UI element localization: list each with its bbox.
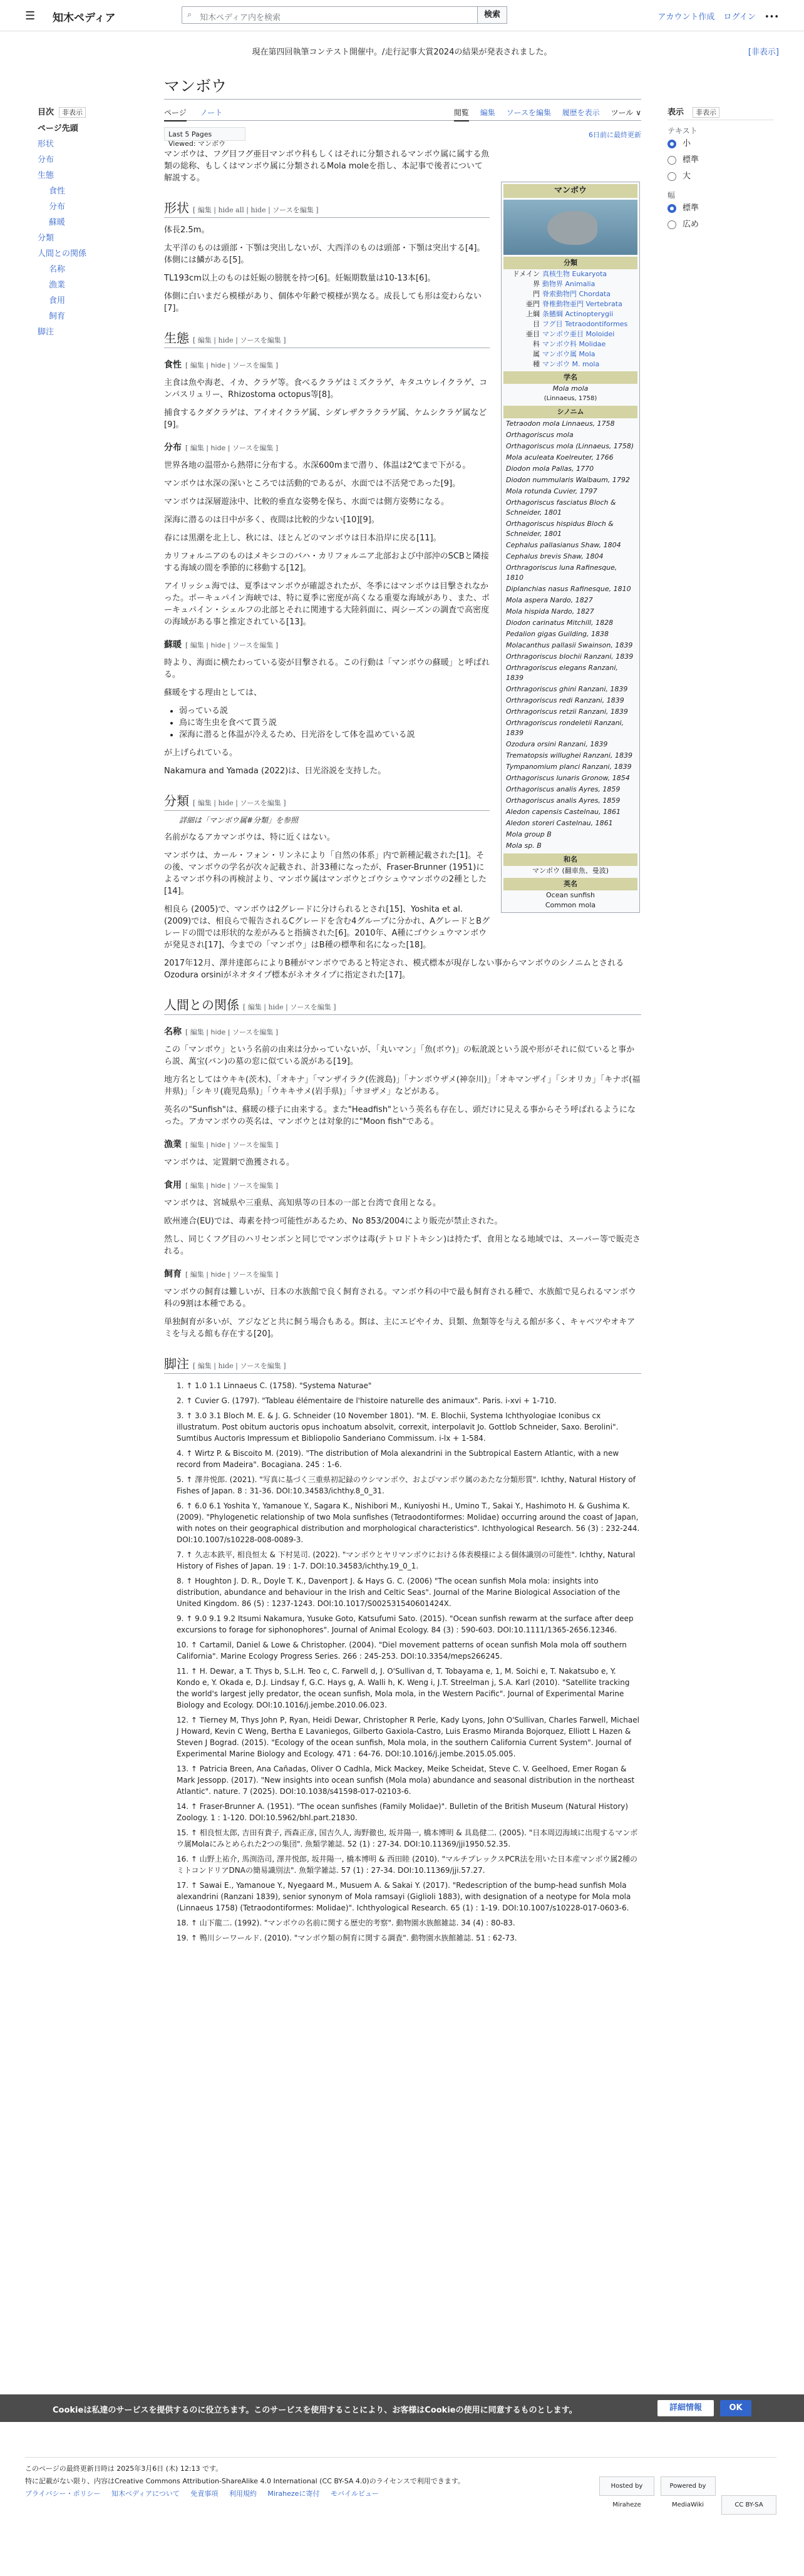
- reference-item: 3. ↑ 3.0 3.1 Bloch M. E. & J. G. Schneider (10 November 1801). "M. E. Blochii, Systema Ichthyologiae Iconibus cx illustratum. Post obitum auctoris opus inchoatum absolvit, correxit, interpolavit Jo. Gottlob Schneider, Saxo. Berolini". Sumtibus Auctoris Impressum et Bibliopolio Sanderiano Commissum. i-lx + 1-584.: [177, 1411, 619, 1443]
- taxobox-image[interactable]: [503, 200, 637, 255]
- paragraph: 捕食するクダクラゲは、アイオイクラゲ属、シダレザクラクラゲ属、ケムシクラゲ属など[9]。: [164, 408, 487, 430]
- synonym-item: Mola hispida Nardo, 1827: [506, 607, 594, 616]
- footer-link[interactable]: プライバシー・ポリシー: [25, 2490, 101, 2498]
- site-notice: [0, 45, 804, 57]
- tab-edit[interactable]: 編集: [480, 108, 495, 117]
- text-size-option[interactable]: [667, 168, 774, 185]
- section-shape-heading: [164, 198, 490, 218]
- heading-text: 生態: [164, 331, 189, 346]
- radio-icon: [667, 140, 676, 148]
- appearance-header: [667, 105, 774, 120]
- intro-paragraph: マンボウは、フグ目フグ亜目マンボウ科もしくはそれに分類されるマンボウ属に属する魚類の総称、もしくはマンボウ属に分類されるMola moleを指し、本記事で後者について解説する。: [164, 150, 490, 183]
- mediawiki-badge[interactable]: Powered by MediaWiki: [661, 2476, 716, 2496]
- taxobox-rank: 種: [533, 360, 540, 368]
- synonym-item: Tympanomium planci Ranzani, 1839: [506, 763, 632, 771]
- width-label: 幅: [667, 191, 676, 200]
- footer-link[interactable]: 知木ペディアについて: [111, 2490, 180, 2498]
- taxobox-taxon[interactable]: 脊椎動物亜門 Vertebrata: [542, 300, 622, 308]
- last-views-bar: [164, 127, 641, 148]
- heading-text: 分布: [164, 443, 182, 453]
- synonym-item: Tetraodon mola Linnaeus, 1758: [506, 420, 615, 428]
- toc-item[interactable]: 形状: [38, 140, 54, 149]
- taxobox-rank: 科: [533, 340, 540, 348]
- tab-read[interactable]: 閲覧: [454, 108, 469, 121]
- synonym-item: Orthragoriscus redi Ranzani, 1839: [506, 696, 624, 704]
- paragraph: 地方名としてはウキキ(茨木)、「オキナ」「マンザイラク(佐渡島)」「ナンボウザメ(神奈川)」「オキマンザイ」「シオリカ」「キナボ(福井県)」「シキリ(鹿児島県)」「ウキキサメ(岩手県)」「サヨザメ」などがある。: [164, 1075, 641, 1096]
- reference-item: 11. ↑ H. Dewar, a T. Thys b, S.L.H. Teo c, C. Farwell d, J. O'Sullivan d, T. Tobayama e, 1, M. Soichi e, T. Nakatsubo e, Y. Kondo e, Y. Okada e, D.J. Lindsay f, G.C. Hays g, A. Walli h, K. Weng i, J.T. Streelman j, S.A. Karl (2010). "Satellite tracking the world's largest jelly predator, the ocean sunfish, Mola mola, in the Western Pacific". Journal of Experimental Marine Biology and Ecology. DOI:10.1016/j.jembe.2010.06.023.: [177, 1667, 630, 1709]
- toc-items: [38, 121, 125, 340]
- heading-text: 脚注: [164, 1356, 189, 1371]
- taxobox-row: [503, 309, 637, 319]
- toc-title: 目次: [38, 108, 54, 117]
- toc-item[interactable]: 漁業: [49, 281, 66, 290]
- footer-link[interactable]: Mirahezeに寄付: [267, 2490, 320, 2498]
- synonym-item: Diodon mola Pallas, 1770: [506, 465, 594, 473]
- cookie-more-button[interactable]: 詳細情報: [657, 2400, 714, 2416]
- synonym-item: Aledon storeri Castelnau, 1861: [506, 819, 613, 827]
- appearance-panel: [667, 105, 774, 233]
- taxobox-row: [503, 359, 637, 369]
- reference-item: 1. ↑ 1.0 1.1 Linnaeus C. (1758). "Systema Naturae": [177, 1381, 372, 1390]
- section-edit-links[interactable]: [ 編集 | hide | ソースを編集 ]: [193, 336, 286, 344]
- paragraph: 然し、同じくフグ目のハリセンボンと同じでマンボウは毒(テトロドトキシン)は持たず、食用となる地域では、スーパー等で販売される。: [164, 1235, 641, 1256]
- footer-license: 特に記載がない限り、内容はCreative Commons Attribution-ShareAlike 4.0 International (CC BY-SA 4.0)のライセンスで利用できます。: [25, 2477, 465, 2485]
- heading-text: 形状: [164, 200, 189, 215]
- tab-article[interactable]: ページ: [164, 108, 187, 121]
- taxobox-taxon[interactable]: マンボウ科 Molidae: [542, 340, 606, 348]
- references-list: [164, 1380, 641, 1944]
- tab-talk[interactable]: ノート: [200, 108, 223, 117]
- taxobox-classification: [503, 269, 637, 369]
- more-icon[interactable]: •••: [764, 13, 779, 22]
- synonym-item: Diodon carinatus Mitchill, 1828: [506, 619, 614, 627]
- toc-item[interactable]: 人間との関係: [38, 249, 87, 259]
- reference-item: 4. ↑ Wirtz P. & Biscoito M. (2019). "The distribution of Mola alexandrini in the Subtropical Eastern Atlantic, with a new record from Madeira". Bocagiana. 245 : 1-6.: [177, 1449, 619, 1469]
- footer-badges: [595, 2476, 776, 2515]
- taxobox-row: [503, 329, 637, 339]
- taxobox-class-header: 分類: [503, 257, 637, 269]
- list-item: • 弱っている説: [179, 705, 490, 717]
- japanese-name: マンボウ (翻車魚、曼波): [532, 867, 609, 875]
- taxobox-row: [503, 289, 637, 299]
- synonym-item: Mola aculeata Koelreuter, 1766: [506, 453, 614, 461]
- heading-text: 飼育: [164, 1269, 182, 1279]
- page-title: マンボウ: [164, 74, 641, 100]
- paragraph: カリフォルニアのものはメキシコのバハ・カリフォルニア北部および中部沖のSCBと隣接する海域の間を季節的に移動する[12]。: [164, 552, 489, 573]
- toc-item[interactable]: 名称: [49, 265, 66, 274]
- taxobox-taxon[interactable]: 動物界 Animalia: [542, 280, 595, 288]
- heading-text: 食用: [164, 1180, 182, 1190]
- english-name: Ocean sunfish: [546, 891, 595, 899]
- taxobox-rank: 亜門: [526, 300, 540, 308]
- paragraph: Nakamura and Yamada (2022)は、日光浴説を支持した。: [164, 766, 386, 776]
- section-edit-links[interactable]: [ 編集 | hide | ソースを編集 ]: [185, 1028, 279, 1036]
- radio-icon: [667, 172, 676, 181]
- taxobox-rank: 門: [533, 290, 540, 298]
- synonym-item: Orthragoriscus rondeletii Ranzani, 1839: [506, 719, 624, 737]
- user-links: [651, 10, 779, 22]
- paragraph: マンボウは水深の深いところでは活動的であるが、水面では不活発であった[9]。: [164, 479, 461, 488]
- paragraph: マンボウは、カール・フォン・リンネにより「自然の体系」内で新種記載された[1]。その後、マンボウの学名が次々記載され、計33種になったが、Fraser-Brunner (1951)によるマンボウ科の再検討より、マンボウ属はマンボウとゴウシュウマンボウの2種とした[14]。: [164, 851, 487, 896]
- taxobox-taxon[interactable]: 真核生物 Eukaryota: [542, 270, 607, 278]
- taxobox-taxon[interactable]: 脊索動物門 Chordata: [542, 290, 611, 298]
- reference-item: 7. ↑ 久志本鉄平, 相良恒太 & 下村晃司. (2022). "マンボウとヤリマンボウにおける体表模様による個体識別の可能性". Ichthy, Natural History of Fishes of Japan. 19 : 1-7. DOI:10.34583/ichthy.19_0_1.: [177, 1550, 636, 1570]
- list-item: • 深海に潜ると体温が冷えるため、日光浴をして体を温めている説: [179, 729, 490, 741]
- synonym-item: Orthagoriscus mola: [506, 431, 574, 439]
- reference-item: 9. ↑ 9.0 9.1 9.2 Itsumi Nakamura, Yusuke Goto, Katsufumi Sato. (2015). "Ocean sunfish rewarm at the surface after deep excursions to forage for siphonophores". Journal of Animal Ecology. 84 (3) : 590-603. DOI:10.1111/1365-2656.12346.: [177, 1614, 634, 1634]
- section-edit-links[interactable]: [ 編集 | hide | ソースを編集 ]: [185, 1141, 279, 1149]
- cookie-text: Cookieは私達のサービスを提供するのに役立ちます。このサービスを使用することにより、お客様はCookieの使用に同意するものとします。: [53, 2406, 577, 2415]
- toc-item[interactable]: 分類: [38, 234, 54, 243]
- taxobox-row: [503, 349, 637, 359]
- toc-item[interactable]: 食用: [49, 296, 66, 306]
- basking-reasons-list: [179, 705, 490, 741]
- synonym-item: Mola sp. B: [506, 842, 542, 850]
- create-account-link[interactable]: アカウント作成: [657, 13, 715, 22]
- taxobox-rank: 亜目: [526, 330, 540, 338]
- taxobox-rank: ドメイン: [512, 270, 540, 278]
- width-option[interactable]: [667, 200, 774, 217]
- paragraph: 時より、海面に横たわっている姿が目撃される。この行動は「マンボウの蘇暖」と呼ばれる。: [164, 658, 490, 679]
- last-views-box: Last 5 Pages Viewed: マンボウ: [164, 127, 245, 141]
- synonym-item: Cephalus pallasianus Shaw, 1804: [506, 541, 621, 549]
- reference-item: 2. ↑ Cuvier G. (1797). "Tableau élémentaire de l'histoire naturelle des animaux". Paris. i-xvi + 1-710.: [177, 1396, 557, 1405]
- text-size-label: テキスト: [667, 126, 698, 135]
- section-edit-links[interactable]: [ 編集 | hide | ソースを編集 ]: [193, 1362, 286, 1370]
- text-size-option[interactable]: [667, 136, 774, 152]
- paragraph: アイリッシュ海では、夏季はマンボウが確認されたが、冬季にはマンボウは目撃されなかった。ポーキュパイン海峡では、特に夏季に密度が高くなる重要な海域があり、また、ポーキュパイン・シェルフの北部とそれに関連する大陸斜面に、両シーズンの調査で高密度の海域がある事と推定されている[13]。: [164, 582, 490, 627]
- text-size-option[interactable]: [667, 152, 774, 168]
- paragraph: 春には黒潮を北上し、秋には、ほとんどのマンボウは日本沿岸に戻る[11]。: [164, 533, 441, 543]
- site-logo[interactable]: 知木ペディア: [53, 12, 116, 24]
- taxobox-rank: 界: [533, 280, 540, 288]
- menu-icon[interactable]: ☰: [25, 9, 36, 23]
- cookie-banner: [0, 2394, 804, 2422]
- paragraph: 2017年12月、澤井達郎らによりB種がマンボウであると特定され、模式標本が現存しない事からマンボウのシノニムとされるOzodura orsiniがネオタイプ標本がネオタイプに指定された[17]。: [164, 959, 624, 980]
- taxobox: [501, 182, 640, 913]
- taxobox-taxon[interactable]: 条鰭綱 Actinopterygii: [542, 310, 614, 318]
- reference-item: 8. ↑ Houghton J. D. R., Doyle T. K., Davenport J. & Hays G. C. (2006) "The ocean sunfish Mola mola: insights into distribution, abundance and behaviour in the Irish and Celtic Seas". Journal of the Marine Biological Association of the United Kingdom. 86 (5) : 1237-1243. DOI:10.1017/S002531540601424X.: [177, 1577, 621, 1608]
- taxobox-row: [503, 299, 637, 309]
- paragraph: 英名の"Sunfish"は、蘇暖の様子に由来する。また"Headfish"という英名も存在し、頭だけに見える事からそう呼ばれるようになった。アカマンボウの英名は、マンボウとは対象的に"Moon fish"である。: [164, 1105, 636, 1126]
- width-option-label: 広め: [683, 220, 699, 229]
- reference-item: 17. ↑ Sawai E., Yamanoue Y., Nyegaard M., Musuem A. & Sakai Y. (2017). "Redescription of the bump-head sunfish Mola alexandrini (Ranzani 1839), senior synonym of Mola ramsayi (Giglioli 1883), with designation of a neotype for Mola mola (Linnaeus 1758) (Tetraodontiformes: Molidae)". Ichthyological Research. 65 (1) : 1-19. DOI:10.1007/s10228-017-0603-6.: [177, 1881, 631, 1912]
- paragraph: 蘇暖をする理由としては、: [164, 688, 262, 698]
- synonym-item: Orthagoriscus analis Ayres, 1859: [506, 796, 621, 805]
- footer-link[interactable]: モバイルビュー: [330, 2490, 379, 2498]
- paragraph: この「マンボウ」という名前の由来は分かっていないが、「丸いマン」「魚(ボウ)」の転訛説という説や形がそれに似ていると事から説、萬宝(バン)の墓の窓に似ている説がある[19]。: [164, 1045, 635, 1066]
- paragraph: 名前がなるアカマンボウは、特に近くはない。: [164, 833, 335, 842]
- heading-text: 漁業: [164, 1140, 182, 1150]
- synonym-item: Orthragoriscus ghini Ranzani, 1839: [506, 685, 628, 693]
- synonym-item: Orthagoriscus mola (Linnaeus, 1758): [506, 442, 634, 450]
- paragraph: 相良ら (2005)で、マンボウは2グレードに分けられるとされ[15]、Yoshita et al. (2009)では、相良らで報告されるCグレードを含む4グループに分かれ、AグレードとBグレードの間では形状的な差がみると指摘された[6]。2010年、A種にゴウシュウマンボウが発見され[17]、今までの「マンボウ」はB種の標準和名になった[18]。: [164, 905, 490, 950]
- reference-item: 6. ↑ 6.0 6.1 Yoshita Y., Yamanoue Y., Sagara K., Nishibori M., Kuniyoshi H., Umino T., Sakai Y., Hashimoto H. & Gushima K. (2009). "Phylogenetic relationship of two Mola sunfishes (Tetraodontiformes: Molidae) occurring around the coast of Japan, with notes on their geographical distribution and morphological characteristics". Ichthyological Research. 56 (3) : 232-244. DOI:10.1007/s10228-008-0089-3.: [177, 1502, 640, 1544]
- last-updated-link[interactable]: 6日前に最終更新: [589, 131, 641, 139]
- synonym-item: Mola rotunda Cuvier, 1797: [506, 487, 597, 495]
- taxobox-en-header: 英名: [503, 878, 637, 890]
- section-edit-links[interactable]: [ 編集 | hide | ソースを編集 ]: [185, 361, 279, 369]
- heading-text: 名称: [164, 1027, 182, 1037]
- scientific-authority: (Linnaeus, 1758): [544, 395, 597, 402]
- taxobox-rank: 上綱: [526, 310, 540, 318]
- subsection-distribution-heading: [164, 441, 490, 453]
- synonym-item: Diplanchias nasus Rafinesque, 1810: [506, 585, 631, 593]
- heading-text: 分類: [164, 793, 189, 808]
- site-header: [0, 0, 804, 31]
- reference-item: 5. ↑ 澤井悦郎. (2021). "写真に基づく三重県初記録のウシマンボウ、およびマンボウ属のあたな分類形質". Ichthy, Natural History of Fishes of Japan. 8 : 31-36. DOI:10.34583/ichthy.8_0_31.: [177, 1475, 636, 1495]
- paragraph: が上げられている。: [164, 748, 238, 758]
- section-edit-links[interactable]: [ 編集 | hide | ソースを編集 ]: [185, 444, 279, 452]
- reference-item: 15. ↑ 相良恒太郎, 吉田有貴子, 西森正彦, 国吉久人, 海野徹也, 坂井陽一, 橋本博明 & 具島健二. (2005). "日本周辺海域に出現するマンボウ属Molaにみとめられた2つの集団". 魚類学雑誌. 52 (1) : 27-34. DOI:10.11369/jji1950.52.35.: [177, 1828, 638, 1848]
- taxobox-row: [503, 339, 637, 349]
- taxobox-syn-header: シノニム: [503, 406, 637, 418]
- paragraph: TL193cm以上のものは妊娠の膀胱を持つ[6]。妊娠期数量は10-13本[6]。: [164, 274, 436, 283]
- section-edit-links[interactable]: [ 編集 | hide | ソースを編集 ]: [243, 1003, 336, 1011]
- reference-item: 13. ↑ Patricia Breen, Ana Cañadas, Oliver O Cadhla, Mick Mackey, Meike Scheidat, Steve C. V. Geelhoed, Emer Rogan & Mark Jessopp. (2017). "New insights into ocean sunfish (Mola mola) abundance and seasonal distribution in the northeast Atlantic". nature. 7 (2025). DOI:10.1038/s41598-017-02103-6.: [177, 1765, 635, 1796]
- synonym-item: Orthagoriscus hispidus Bloch & Schneider, 1801: [506, 520, 614, 538]
- taxobox-row: [503, 319, 637, 329]
- text-size-option-label: 標準: [683, 155, 699, 165]
- taxobox-rank: 属: [533, 350, 540, 358]
- subsection-keeping-heading: [164, 1267, 641, 1280]
- synonym-item: Mola group B: [506, 830, 552, 838]
- toc-item[interactable]: 飼育: [49, 312, 66, 321]
- reference-item: 16. ↑ 山野上祐介, 馬渕浩司, 澤井悦郎, 坂井陽一, 橋本博明 & 西田睦 (2010). "マルチプレックスPCR法を用いた日本産マンボウ属2種のミトコンドリアDNAの簡易識別法". 魚類学雑誌. 57 (1) : 27-34. DOI:10.11369/jji.57.27.: [177, 1855, 638, 1875]
- taxobox-row: [503, 269, 637, 279]
- toc-item[interactable]: 食性: [49, 187, 66, 196]
- reference-item: 19. ↑ 鴨川シーワールド. (2010). "マンボウ類の飼育に関する調査". 動物園水族館雑誌. 51 : 62-73.: [177, 1934, 517, 1942]
- notice-hide-link[interactable]: [非表示]: [748, 48, 779, 57]
- paragraph: マンボウは深層遊泳中、比較的垂直な姿勢を保ち、水面では側方姿勢になる。: [164, 497, 450, 507]
- hatnote: 詳細は「マンボウ属#分類」を参照: [179, 816, 299, 825]
- toc-item[interactable]: 分布: [49, 202, 66, 212]
- section-ecology-heading: [164, 328, 490, 348]
- width-option-label: 標準: [683, 204, 699, 213]
- subsection-food-heading: [164, 358, 490, 371]
- width-options: [667, 200, 774, 233]
- toc-hide-button[interactable]: 非表示: [59, 107, 86, 118]
- paragraph: マンボウの飼育は難しいが、日本の水族館で良く飼育される。マンボウ科の中で最も飼育される種で、水族館で見られるマンボウ科の9割は本種である。: [164, 1287, 636, 1309]
- list-item: • 鳥に寄生虫を食べて貰う説: [179, 717, 490, 729]
- reference-item: 14. ↑ Fraser-Brunner A. (1951). "The ocean sunfishes (Family Molidae)". Bulletin of the British Museum (Natural History) Zoology. 1 : 1-120. DOI:10.5962/bhl.part.21830.: [177, 1802, 629, 1822]
- taxobox-row: [503, 279, 637, 289]
- synonym-item: Orthagoriscus lunaris Gronow, 1854: [506, 774, 630, 782]
- synonym-item: Diodon nummularis Walbaum, 1792: [506, 476, 630, 484]
- width-option[interactable]: [667, 217, 774, 233]
- toc-item[interactable]: 生態: [38, 171, 54, 180]
- reference-item: 12. ↑ Tierney M, Thys John P, Ryan, Heidi Dewar, Christopher R Perle, Kady Lyons, John O'Sullivan, Charles Farwell, Michael J Howard, Kevin C Weng, Bertha E Lavaniegos, Gilberto Gaxiola-Castro, Luis Erasmo Miranda Bojorquez, Elliott L Hazen & Steven J Bograd. (2015). "Ecology of the ocean sunfish, Mola mola, in the southern California Current System". Journal of Experimental Marine Biology and Ecology. 471 : 64-76. DOI:10.1016/j.jembe.2015.05.005.: [177, 1716, 639, 1758]
- search-icon: ⌕: [187, 10, 192, 19]
- appearance-title: 表示: [667, 108, 684, 117]
- toc-item[interactable]: ページ先頭: [38, 124, 78, 133]
- synonym-item: Ozodura orsini Ranzani, 1839: [506, 740, 608, 748]
- section-taxonomy-heading: [164, 791, 490, 811]
- synonym-item: Orthagoriscus fasciatus Bloch & Schneider, 1801: [506, 498, 616, 517]
- toc-item[interactable]: 蘇暖: [49, 218, 66, 227]
- synonym-item: Aledon capensis Castelnau, 1861: [506, 808, 621, 816]
- english-name: Common mola: [545, 901, 596, 909]
- synonym-item: Cephalus brevis Shaw, 1804: [506, 552, 604, 560]
- taxobox-taxon[interactable]: マンボウ属 Mola: [542, 350, 595, 358]
- section-human-heading: [164, 995, 641, 1015]
- search-placeholder: 知木ペディア内を検索: [200, 13, 281, 23]
- text-size-options: [667, 136, 774, 185]
- table-of-contents: [38, 105, 125, 340]
- paragraph: 体長2.5m。: [164, 225, 210, 235]
- text-size-option-label: 大: [683, 172, 691, 181]
- tab-history[interactable]: 履歴を表示: [562, 108, 600, 117]
- paragraph: 体側に白いまだら模様があり、個体や年齢で模様が異なる。成長しても形は変わらない[7]。: [164, 292, 482, 313]
- section-edit-links[interactable]: [ 編集 | hide | ソースを編集 ]: [193, 799, 286, 807]
- synonym-item: Orthragoriscus blochii Ranzani, 1839: [506, 652, 634, 661]
- paragraph: 単独飼育が多いが、アジなどと共に飼う場合もある。餌は、主にエビやイカ、貝類、魚類等を与える館が多く、キャベツやオキアミを与える館も存在する[20]。: [164, 1317, 636, 1339]
- cookie-ok-button[interactable]: OK: [720, 2400, 751, 2416]
- tab-tools[interactable]: ツール ∨: [611, 108, 641, 117]
- heading-text: 人間との関係: [164, 997, 239, 1012]
- heading-text: 食性: [164, 360, 182, 370]
- synonym-item: Orthragoriscus elegans Ranzani, 1839: [506, 664, 618, 682]
- taxobox-sci-header: 学名: [503, 371, 637, 384]
- footer-last-edited: このページの最終更新日時は 2025年3月6日 (木) 12:13 です。: [25, 2465, 223, 2473]
- reference-item: 18. ↑ 山下龍二. (1992). "マンボウの名前に関する歴史的考察". 動物園水族館雑誌. 34 (4) : 80-83.: [177, 1919, 515, 1927]
- paragraph: 太平洋のものは頭部・下顎は突出しないが、大西洋のものは頭部・下顎は突出する[4]。体側には鱗がある[5]。: [164, 244, 485, 265]
- subsection-food-use-heading: [164, 1178, 641, 1191]
- taxobox-taxon[interactable]: フグ目 Tetraodontiformes: [542, 320, 628, 328]
- search-button[interactable]: 検索: [477, 6, 507, 24]
- taxobox-taxon[interactable]: マンボウ M. mola: [542, 360, 600, 368]
- synonym-item: Orthagoriscus analis Ayres, 1859: [506, 785, 621, 793]
- search-input[interactable]: [182, 6, 501, 24]
- toc-header: [38, 105, 125, 117]
- page-tabs: [164, 103, 641, 121]
- section-edit-links[interactable]: [ 編集 | hide | ソースを編集 ]: [185, 1270, 279, 1279]
- synonym-list: [503, 418, 637, 852]
- toc-item[interactable]: 分布: [38, 155, 54, 165]
- synonym-item: Trematopsis willughei Ranzani, 1839: [506, 751, 632, 760]
- radio-icon: [667, 220, 676, 229]
- sunfish-image-icon: [547, 211, 597, 245]
- scientific-name: Mola mola: [552, 384, 589, 393]
- synonym-item: Orthragoriscus luna Rafinesque, 1810: [506, 564, 617, 582]
- paragraph: マンボウは、宮城県や三重県、高知県等の日本の一部と台湾で食用となる。: [164, 1198, 441, 1208]
- paragraph: 主食は魚や海老、イカ、クラゲ等。食べるクラゲはミズクラゲ、キタユウレイクラゲ、コンパスリュリー、Rhizostoma octopus等[8]。: [164, 378, 488, 399]
- toc-item[interactable]: 脚注: [38, 327, 54, 337]
- section-edit-links[interactable]: [ 編集 | hide all | hide | ソースを編集 ]: [193, 206, 319, 214]
- reference-item: 10. ↑ Cartamil, Daniel & Lowe & Christopher. (2004). "Diel movement patterns of ocean sunfish Mola mola off southern California". Marine Ecology Progress Series. 266 : 245-253. DOI:10.3354/meps266245.: [177, 1641, 627, 1661]
- footer-link[interactable]: 免責事項: [190, 2490, 219, 2498]
- heading-text: 蘇暖: [164, 640, 182, 650]
- paragraph: 深海に潜るのは日中が多く、夜間は比較的少ない[10][9]。: [164, 515, 379, 525]
- section-references-heading: [164, 1354, 641, 1374]
- miraheze-badge[interactable]: Hosted by Miraheze: [599, 2476, 654, 2496]
- tab-edit-source[interactable]: ソースを編集: [506, 108, 551, 117]
- section-edit-links[interactable]: [ 編集 | hide | ソースを編集 ]: [185, 1182, 279, 1190]
- subsection-name-heading: [164, 1025, 641, 1038]
- cc-badge[interactable]: CC BY-SA: [721, 2495, 776, 2515]
- paragraph: マンボウは、定置網で漁獲される。: [164, 1158, 295, 1167]
- taxobox-rank: 目: [533, 320, 540, 328]
- synonym-item: Mola aspera Nardo, 1827: [506, 596, 593, 604]
- footer: [25, 2457, 776, 2508]
- taxobox-jp-header: 和名: [503, 853, 637, 866]
- synonym-item: Molacanthus pallasii Swainson, 1839: [506, 641, 633, 649]
- paragraph: 世界各地の温帯から熱帯に分布する。水深600mまで潜り、体温は2℃まで下がる。: [164, 461, 471, 470]
- synonym-item: Pedalion gigas Guilding, 1838: [506, 630, 609, 638]
- notice-text: 現在第四回執筆コンテスト開催中。/走行記事大賞2024の結果が発表されました。: [252, 48, 552, 57]
- subsection-fishery-heading: [164, 1138, 641, 1150]
- footer-link[interactable]: 利用規約: [229, 2490, 257, 2498]
- section-edit-links[interactable]: [ 編集 | hide | ソースを編集 ]: [185, 641, 279, 649]
- appearance-hide-button[interactable]: 非表示: [693, 107, 719, 118]
- subsection-basking-heading: [164, 638, 490, 651]
- synonym-item: Orthragoriscus retzii Ranzani, 1839: [506, 708, 628, 716]
- taxobox-title: マンボウ: [503, 184, 637, 198]
- taxobox-taxon[interactable]: マンボウ亜目 Moloidei: [542, 330, 615, 338]
- radio-icon: [667, 204, 676, 213]
- paragraph: 欧州連合(EU)では、毒素を持つ可能性があるため、No 853/2004により販売が禁止された。: [164, 1217, 503, 1226]
- text-size-option-label: 小: [683, 139, 691, 148]
- radio-icon: [667, 156, 676, 165]
- login-link[interactable]: ログイン: [723, 13, 756, 22]
